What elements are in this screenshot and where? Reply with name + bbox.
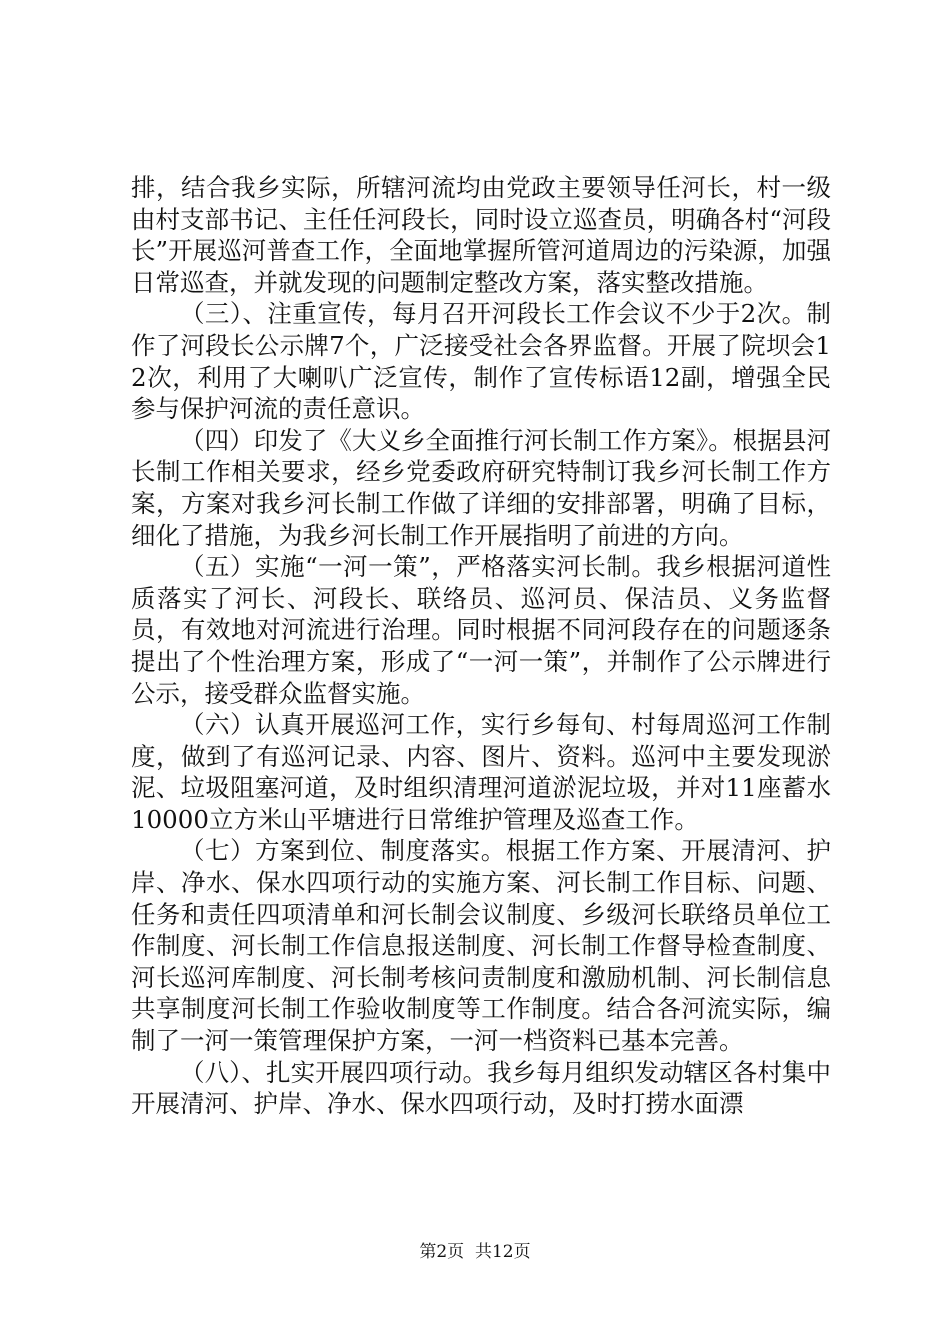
paragraph-7: （八）、扎实开展四项行动。我乡每月组织发动辖区各村集中开展清河、护岸、净水、保水四项行动，及时打捞水面漂: [131, 1057, 831, 1119]
paragraph-2: （三）、注重宣传，每月召开河段长工作会议不少于2次。制作了河段长公示牌7个，广泛接受社会各界监督。开展了院坝会12次，利用了大喇叭广泛宣传，制作了宣传标语12副，增强全民参与保护河流的责任意识。: [131, 299, 831, 424]
page-footer: [0, 1241, 950, 1263]
page-number-label: 第2页 共12页: [419, 1242, 531, 1262]
paragraph-4: （五）实施“一河一策”，严格落实河长制。我乡根据河道性质落实了河长、河段长、联络员、巡河员、保洁员、义务监督员，有效地对河流进行治理。同时根据不同河段存在的问题逐条提出了个性治理方案，形成了“一河一策”，并制作了公示牌进行公示，接受群众监督实施。: [131, 552, 831, 708]
paragraph-3: （四）印发了《大义乡全面推行河长制工作方案》。根据县河长制工作相关要求，经乡党委政府研究特制订我乡河长制工作方案，方案对我乡河长制工作做了详细的安排部署，明确了目标，细化了措施，为我乡河长制工作开展指明了前进的方向。: [131, 425, 831, 550]
paragraph-1: 排，结合我乡实际，所辖河流均由党政主要领导任河长，村一级由村支部书记、主任任河段长，同时设立巡查员，明确各村“河段长”开展巡河普查工作，全面地掌握所管河道周边的污染源，加强日常巡查，并就发现的问题制定整改方案，落实整改措施。: [131, 173, 831, 297]
paragraph-5: （六）认真开展巡河工作，实行乡每旬、村每周巡河工作制度，做到了有巡河记录、内容、图片、资料。巡河中主要发现淤泥、垃圾阻塞河道，及时组织清理河道淤泥垃圾，并对11座蓄水10000立方米山平塘进行日常维护管理及巡查工作。: [131, 710, 831, 834]
document-body: [131, 172, 831, 1120]
paragraph-6: （七）方案到位、制度落实。根据工作方案、开展清河、护岸、净水、保水四项行动的实施方案、河长制工作目标、问题、任务和责任四项清单和河长制会议制度、乡级河长联络员单位工作制度、河长制工作信息报送制度、河长制工作督导检查制度、河长巡河库制度、河长制考核问责制度和激励机制、河长制信息共享制度河长制工作验收制度等工作制度。结合各河流实际，编制了一河一策管理保护方案，一河一档资料已基本完善。: [131, 836, 831, 1056]
